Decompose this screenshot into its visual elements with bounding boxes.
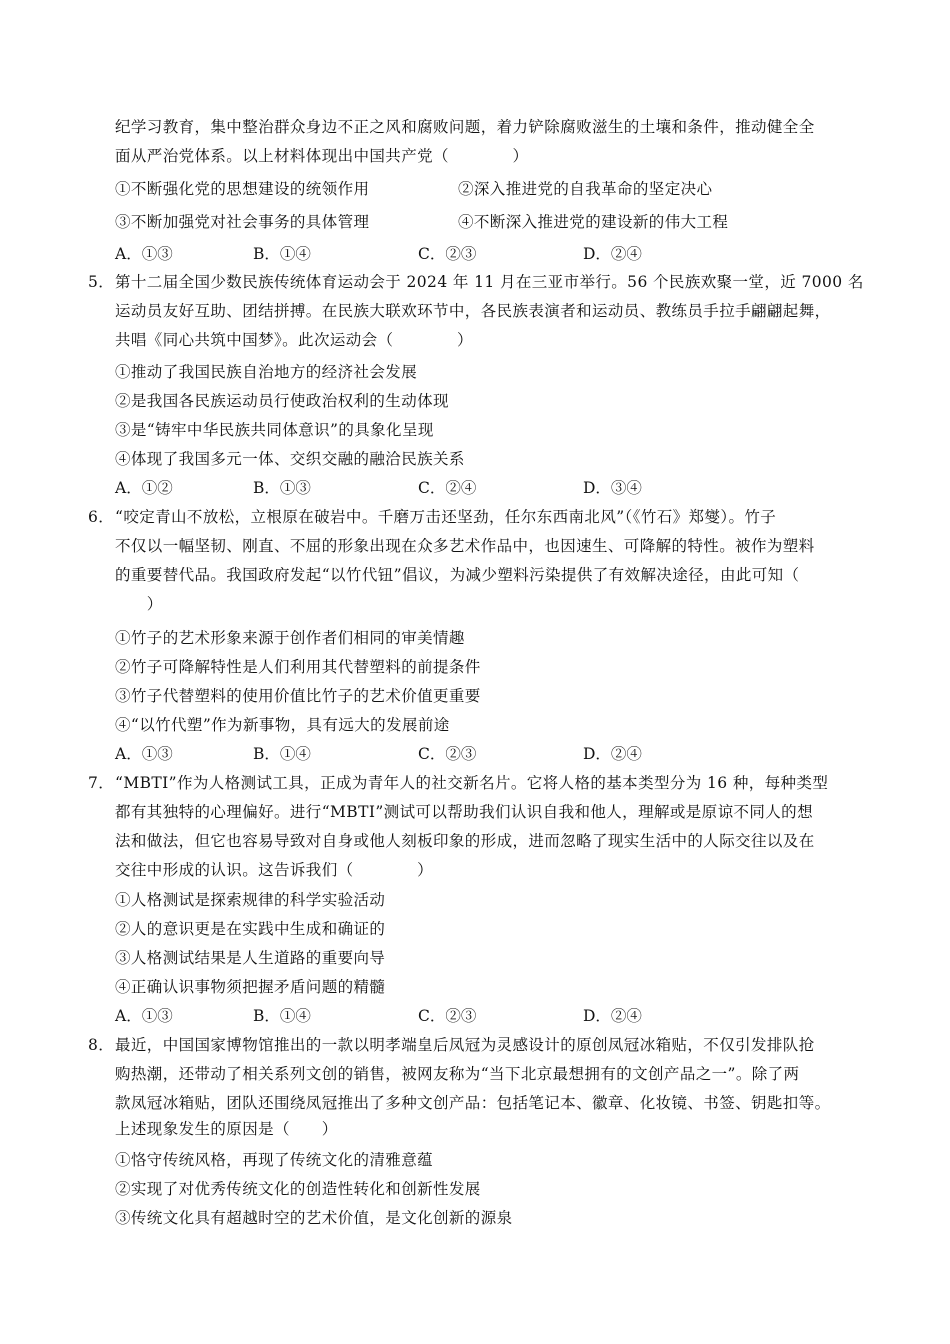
statement-item: ②是我国各民族运动员行使政治权利的生动体现	[115, 392, 449, 410]
statement-item: ①推动了我国民族自治地方的经济社会发展	[115, 363, 418, 381]
question-text-line: 上述现象发生的原因是（ ）	[115, 1120, 338, 1138]
option-c[interactable]: C．②③	[418, 245, 477, 263]
statement-item: ②深入推进党的自我革命的坚定决心	[458, 180, 713, 198]
option-d[interactable]: D．②④	[583, 245, 642, 263]
statement-item: ③人格测试结果是人生道路的重要向导	[115, 949, 386, 967]
option-d[interactable]: D．②④	[583, 745, 642, 763]
option-a[interactable]: A．①③	[115, 745, 173, 763]
option-c[interactable]: C．②④	[418, 479, 477, 497]
question-text-line: 面从严治党体系。以上材料体现出中国共产党（ ）	[115, 147, 529, 165]
option-b[interactable]: B．①③	[253, 479, 311, 497]
question-text-line: 不仅以一幅坚韧、刚直、不屈的形象出现在众多艺术作品中，也因速生、可降解的特性。被作为塑料	[115, 537, 815, 555]
statement-item: ③传统文化具有超越时空的艺术价值，是文化创新的源泉	[115, 1209, 513, 1227]
statement-item: ②实现了对优秀传统文化的创造性转化和创新性发展	[115, 1180, 481, 1198]
statement-item: ④不断深入推进党的建设新的伟大工程	[458, 213, 729, 231]
statement-item: ③竹子代替塑料的使用价值比竹子的艺术价值更重要	[115, 687, 481, 705]
statement-item: ②人的意识更是在实践中生成和确证的	[115, 920, 386, 938]
question-text-line: 款凤冠冰箱贴，团队还围绕凤冠推出了多种文创产品：包括笔记本、徽章、化妆镜、书签、钥匙扣等。	[115, 1094, 831, 1112]
option-c[interactable]: C．②③	[418, 745, 477, 763]
question-text-line: 购热潮，还带动了相关系列文创的销售，被网友称为“当下北京最想拥有的文创产品之一”。除了两	[115, 1065, 800, 1083]
option-a[interactable]: A．①③	[115, 245, 173, 263]
question-text-line: 运动员友好互助、团结拼搏。在民族大联欢环节中，各民族表演者和运动员、教练员手拉手翩翩起舞，	[115, 302, 831, 320]
question-text-line: 都有其独特的心理偏好。进行“MBTI”测试可以帮助我们认识自我和他人，理解或是原谅不同人的想	[115, 803, 813, 821]
question-number: 6．	[88, 508, 115, 526]
statement-item: ②竹子可降解特性是人们利用其代替塑料的前提条件	[115, 658, 481, 676]
question-text-line: 纪学习教育，集中整治群众身边不正之风和腐败问题，着力铲除腐败滋生的土壤和条件，推动健全全	[115, 118, 815, 136]
question-number: 8．	[88, 1036, 115, 1054]
statement-item: ①不断强化党的思想建设的统领作用	[115, 180, 370, 198]
option-a[interactable]: A．①③	[115, 1007, 173, 1025]
question-text-line: ）	[115, 595, 163, 613]
option-d[interactable]: D．②④	[583, 1007, 642, 1025]
question-text-line: 共唱《同心共筑中国梦》。此次运动会（ ）	[115, 331, 473, 349]
statement-item: ①竹子的艺术形象来源于创作者们相同的审美情趣	[115, 629, 465, 647]
statement-item: ④正确认识事物须把握矛盾问题的精髓	[115, 978, 386, 996]
statement-item: ③是“铸牢中华民族共同体意识”的具象化呈现	[115, 421, 434, 439]
question-text-line: 最近，中国国家博物馆推出的一款以明孝端皇后凤冠为灵感设计的原创凤冠冰箱贴，不仅引发排队抢	[115, 1036, 815, 1054]
statement-item: ①人格测试是探索规律的科学实验活动	[115, 891, 386, 909]
question-text-line: 法和做法，但它也容易导致对自身或他人刻板印象的形成，进而忽略了现实生活中的人际交往以及在	[115, 832, 815, 850]
question-text-line: “MBTI”作为人格测试工具，正成为青年人的社交新名片。它将人格的基本类型分为 16 种，每种类型	[115, 774, 829, 792]
option-b[interactable]: B．①④	[253, 1007, 311, 1025]
statement-item: ①恪守传统风格，再现了传统文化的清雅意蕴	[115, 1151, 434, 1169]
option-a[interactable]: A．①②	[115, 479, 173, 497]
option-b[interactable]: B．①④	[253, 245, 311, 263]
question-text-line: 的重要替代品。我国政府发起“以竹代钮”倡议，为减少塑料污染提供了有效解决途径，由此可知（	[115, 566, 800, 584]
statement-item: ④“以竹代塑”作为新事物，具有远大的发展前途	[115, 716, 450, 734]
question-text-line: 第十二届全国少数民族传统体育运动会于 2024 年 11 月在三亚市举行。56 个民族欢聚一堂，近 7000 名	[115, 273, 864, 291]
option-c[interactable]: C．②③	[418, 1007, 477, 1025]
question-text-line: 交往中形成的认识。这告诉我们（ ）	[115, 861, 434, 879]
option-d[interactable]: D．③④	[583, 479, 642, 497]
question-number: 7．	[88, 774, 115, 792]
option-b[interactable]: B．①④	[253, 745, 311, 763]
statement-item: ③不断加强党对社会事务的具体管理	[115, 213, 370, 231]
question-number: 5．	[88, 273, 115, 291]
statement-item: ④体现了我国多元一体、交织交融的融洽民族关系	[115, 450, 465, 468]
question-text-line: “咬定青山不放松，立根原在破岩中。千磨万击还坚劲，任尔东西南北风”（《竹石》郑燮）。竹子	[115, 508, 777, 526]
